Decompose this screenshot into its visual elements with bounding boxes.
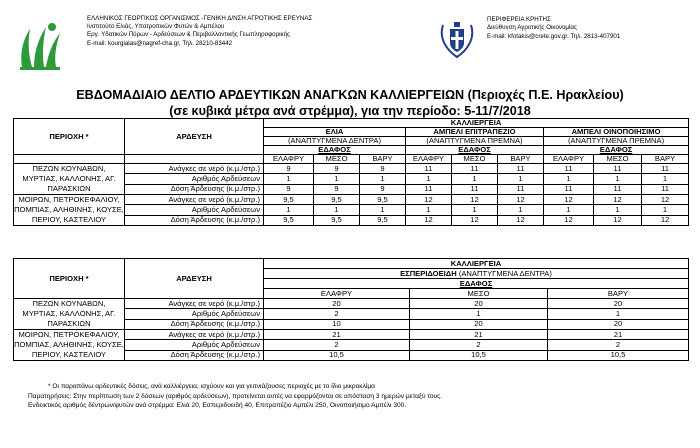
- empty-cell: [125, 155, 264, 164]
- crops-header: ΚΑΛΛΙΕΡΓΕΙΑ: [264, 259, 689, 269]
- value-cell: 10: [264, 319, 410, 329]
- bulletin-subtitle: (σε κυβικά μέτρα ανά στρέμμα), για την περίοδο: 5-11/7/2018: [169, 104, 531, 118]
- value-cell: 9,5: [314, 195, 360, 205]
- value-cell: 9,5: [360, 215, 406, 225]
- param-label: Ανάγκες σε νερό (κ.μ./στρ.): [125, 164, 264, 174]
- soil-type: ΒΑΡΥ: [498, 155, 544, 164]
- param-label: Ανάγκες σε νερό (κ.μ./στρ.): [125, 330, 264, 340]
- crop-subtitle: (ΑΝΑΠΤΥΓΜΕΝΑ ΠΡΕΜΝΑ): [406, 137, 544, 146]
- value-cell: 1: [314, 205, 360, 215]
- value-cell: 10,5: [264, 350, 410, 360]
- value-cell: 12: [498, 215, 544, 225]
- irrigation-header: ΑΡΔΕΥΣΗ: [125, 259, 264, 299]
- area-name: ΜΟΙΡΩΝ, ΠΕΤΡΟΚΕΦΑΛΙΟΥ, ΠΟΜΠΙΑΣ, ΑΛΗΘΙΝΗΣ, ΚΟΥΣΕ, ΠΕΡΙΟΥ, ΚΑΣΤΕΛΙΟΥ: [14, 330, 124, 359]
- remarks: Παρατηρήσεις: Στην περίπτωση των 2 δόσεων (αριθμός αρδεύσεων), προτείνεται αυτές να εφαρμόζονται σε απόσταση 3 ημερών μεταξύ τους.: [28, 392, 443, 400]
- value-cell: 1: [406, 205, 452, 215]
- crop-subtitle: (ΑΝΑΠΤΥΓΜΕΝΑ ΔΕΝΤΡΑ): [458, 268, 552, 278]
- value-cell: 2: [548, 340, 689, 350]
- soil-type: ΜΕΣΟ: [452, 155, 498, 164]
- tree-density-note: Ενδεικτικός αριθμός δέντρων/φυτών ανά στρέμμα: Ελιά 20, Εσπεριδοειδή 40, Επιτραπέζιο Αμπέλι 250, Οινοποιήσιμο Αμπέλι 300.: [28, 402, 407, 410]
- value-cell: 1: [406, 174, 452, 184]
- value-cell: 1: [360, 174, 406, 184]
- value-cell: 12: [498, 195, 544, 205]
- param-label: Δόση Άρδευσης (κ.μ./στρ.): [125, 350, 264, 360]
- value-cell: 20: [410, 299, 548, 309]
- greek-emblem: [439, 21, 475, 61]
- value-cell: 12: [452, 215, 498, 225]
- area-header: ΠΕΡΙΟΧΗ *: [14, 259, 125, 299]
- value-cell: 1: [264, 174, 314, 184]
- value-cell: 12: [452, 195, 498, 205]
- lab-name: Εργ. Υδατικών Πόρων - Αρδεύσεων & Περιβαλλοντικής Γεωπληροφορικής: [87, 31, 290, 39]
- soil-type: ΕΛΑΦΡΥ: [264, 289, 410, 299]
- value-cell: 9,5: [264, 215, 314, 225]
- irrigation-table-main: [13, 118, 689, 226]
- value-cell: 9: [264, 184, 314, 194]
- value-cell: 12: [544, 195, 594, 205]
- param-label: Αριθμός Αρδεύσεων: [125, 174, 264, 184]
- area-name: ΠΕΖΩΝ ΚΟΥΝΑΒΩΝ, ΜΥΡΤΙΑΣ, ΚΑΛΛΟΝΗΣ, ΑΓ. ΠΑΡΑΣΚΙΩΝ: [14, 164, 125, 195]
- table-row: [14, 330, 689, 340]
- param-label: Δόση Άρδευσης (κ.μ./στρ.): [125, 319, 264, 329]
- value-cell: 20: [264, 299, 410, 309]
- value-cell: 20: [548, 319, 689, 329]
- value-cell: 10,5: [548, 350, 689, 360]
- soil-type: ΜΕΣΟ: [410, 289, 548, 299]
- irrigation-header: ΑΡΔΕΥΣΗ: [125, 119, 264, 155]
- crop-subtitle: (ΑΝΑΠΤΥΓΜΕΝΑ ΔΕΝΤΡΑ): [264, 137, 406, 146]
- param-label: Ανάγκες σε νερό (κ.μ./στρ.): [125, 299, 264, 309]
- value-cell: 9: [314, 164, 360, 174]
- value-cell: 1: [594, 174, 642, 184]
- value-cell: 21: [264, 330, 410, 340]
- institute-name: Ινστιτούτο Ελιάς, Υποτροπικών Φυτών & Αμπέλου: [87, 23, 225, 31]
- value-cell: 9: [360, 164, 406, 174]
- value-cell: 9,5: [314, 215, 360, 225]
- crop-name: ΕΛΙΑ: [264, 128, 406, 137]
- value-cell: 11: [594, 184, 642, 194]
- soil-type: ΕΛΑΦΡΥ: [544, 155, 594, 164]
- area-header: ΠΕΡΙΟΧΗ *: [14, 119, 125, 155]
- soil-type: ΒΑΡΥ: [642, 155, 689, 164]
- value-cell: 1: [594, 205, 642, 215]
- institute-contact: E-mail: kourgialas@nagref-cha.gr, Τηλ. 28210-83442: [87, 39, 233, 47]
- notes: [28, 382, 442, 411]
- param-label: Αριθμός Αρδεύσεων: [125, 205, 264, 215]
- soil-header: ΕΔΑΦΟΣ: [264, 279, 689, 289]
- value-cell: 1: [548, 309, 689, 319]
- param-label: Ανάγκες σε νερό (κ.μ./στρ.): [125, 195, 264, 205]
- value-cell: 9: [360, 184, 406, 194]
- value-cell: 20: [410, 319, 548, 329]
- value-cell: 11: [498, 184, 544, 194]
- value-cell: 2: [264, 340, 410, 350]
- value-cell: 2: [264, 309, 410, 319]
- value-cell: 21: [548, 330, 689, 340]
- value-cell: 9,5: [264, 195, 314, 205]
- footnote: * Οι παραπάνω αρδευτικές δόσεις, ανά καλλιέργεια, ισχύουν και για γειτνιάζουσες περιοχές με το ίδιο μικροκλίμα: [48, 383, 375, 390]
- value-cell: 1: [410, 309, 548, 319]
- value-cell: 11: [498, 164, 544, 174]
- value-cell: 9: [264, 164, 314, 174]
- crop-name: [264, 269, 689, 279]
- value-cell: 12: [406, 215, 452, 225]
- soil-type: ΕΛΑΦΡΥ: [406, 155, 452, 164]
- value-cell: 12: [544, 215, 594, 225]
- area-name: ΜΟΙΡΩΝ, ΠΕΤΡΟΚΕΦΑΛΙΟΥ, ΠΟΜΠΙΑΣ, ΑΛΗΘΙΝΗΣ, ΚΟΥΣΕ, ΠΕΡΙΟΥ, ΚΑΣΤΕΛΙΟΥ: [14, 195, 124, 224]
- param-label: Δόση Άρδευσης (κ.μ./στρ.): [125, 215, 264, 225]
- value-cell: 1: [498, 205, 544, 215]
- soil-type: ΜΕΣΟ: [314, 155, 360, 164]
- region-header: [487, 16, 620, 41]
- value-cell: 11: [642, 184, 689, 194]
- soil-type: ΒΑΡΥ: [360, 155, 406, 164]
- region-contact: E-mail: kfotakis@crete.gov.gr, Τηλ. 2813-407901: [487, 32, 621, 40]
- value-cell: 1: [642, 174, 689, 184]
- org-name: ΕΛΛΗΝΙΚΟΣ ΓΕΩΡΓΙΚΟΣ ΟΡΓΑΝΙΣΜΟΣ -ΓΕΝΙΚΗ Δ/ΝΣΗ ΑΓΡΟΤΙΚΗΣ ΕΡΕΥΝΑΣ: [87, 15, 313, 22]
- table-row: [14, 299, 689, 309]
- value-cell: 1: [544, 205, 594, 215]
- empty-cell: [14, 155, 125, 164]
- param-label: Δόση Άρδευσης (κ.μ./στρ.): [125, 184, 264, 194]
- value-cell: 9: [314, 184, 360, 194]
- crop-subtitle: (ΑΝΑΠΤΥΓΜΕΝΑ ΠΡΕΜΝΑ): [544, 137, 689, 146]
- value-cell: 12: [594, 215, 642, 225]
- value-cell: 1: [498, 174, 544, 184]
- value-cell: 12: [642, 215, 689, 225]
- value-cell: 1: [544, 174, 594, 184]
- soil-header: ΕΔΑΦΟΣ: [264, 146, 406, 155]
- value-cell: 10,5: [410, 350, 548, 360]
- value-cell: 12: [642, 195, 689, 205]
- table-row: [14, 164, 689, 174]
- area-name: ΠΕΖΩΝ ΚΟΥΝΑΒΩΝ, ΜΥΡΤΙΑΣ, ΚΑΛΛΟΝΗΣ, ΑΓ. ΠΑΡΑΣΚΙΩΝ: [14, 299, 125, 330]
- crops-header: ΚΑΛΛΙΕΡΓΕΙΑ: [264, 119, 689, 128]
- value-cell: 11: [452, 164, 498, 174]
- irrigation-table-citrus: [13, 258, 689, 361]
- value-cell: 1: [264, 205, 314, 215]
- value-cell: 11: [452, 184, 498, 194]
- department-name: Διεύθυνση Αγροτικής Οικονομίας: [487, 24, 577, 32]
- value-cell: 2: [410, 340, 548, 350]
- value-cell: 1: [452, 174, 498, 184]
- soil-type: ΒΑΡΥ: [548, 289, 689, 299]
- crop-name-text: ΕΣΠΕΡΙΔΟΕΙΔΗ: [400, 268, 457, 278]
- bulletin-title: ΕΒΔΟΜΑΔΙΑΙΟ ΔΕΛΤΙΟ ΑΡΔΕΥΤΙΚΩΝ ΑΝΑΓΚΩΝ ΚΑΛΛΙΕΡΓΕΙΩΝ (Περιοχές Π.Ε. Ηρακλείου): [76, 88, 624, 102]
- elgo-logo: [16, 19, 66, 71]
- region-name: ΠΕΡΙΦΕΡΕΙΑ ΚΡΗΤΗΣ: [487, 16, 551, 23]
- value-cell: 20: [548, 299, 689, 309]
- value-cell: 11: [544, 164, 594, 174]
- value-cell: 11: [544, 184, 594, 194]
- table-row: [14, 195, 689, 205]
- value-cell: 1: [642, 205, 689, 215]
- institute-header: [87, 15, 312, 48]
- value-cell: 12: [406, 195, 452, 205]
- crop-name: ΑΜΠΕΛΙ ΕΠΙΤΡΑΠΕΖΙΟ: [406, 128, 544, 137]
- soil-type: ΕΛΑΦΡΥ: [264, 155, 314, 164]
- value-cell: 11: [406, 184, 452, 194]
- param-label: Αριθμός Αρδεύσεων: [125, 309, 264, 319]
- value-cell: 11: [406, 164, 452, 174]
- soil-header: ΕΔΑΦΟΣ: [544, 146, 689, 155]
- value-cell: 9,5: [360, 195, 406, 205]
- soil-type: ΜΕΣΟ: [594, 155, 642, 164]
- soil-header: ΕΔΑΦΟΣ: [406, 146, 544, 155]
- value-cell: 21: [410, 330, 548, 340]
- value-cell: 12: [594, 195, 642, 205]
- param-label: Αριθμός Αρδεύσεων: [125, 340, 264, 350]
- value-cell: 1: [314, 174, 360, 184]
- value-cell: 1: [360, 205, 406, 215]
- crop-name: ΑΜΠΕΛΙ ΟΙΝΟΠΟΙΗΣΙΜΟ: [544, 128, 689, 137]
- value-cell: 11: [642, 164, 689, 174]
- value-cell: 11: [594, 164, 642, 174]
- value-cell: 1: [452, 205, 498, 215]
